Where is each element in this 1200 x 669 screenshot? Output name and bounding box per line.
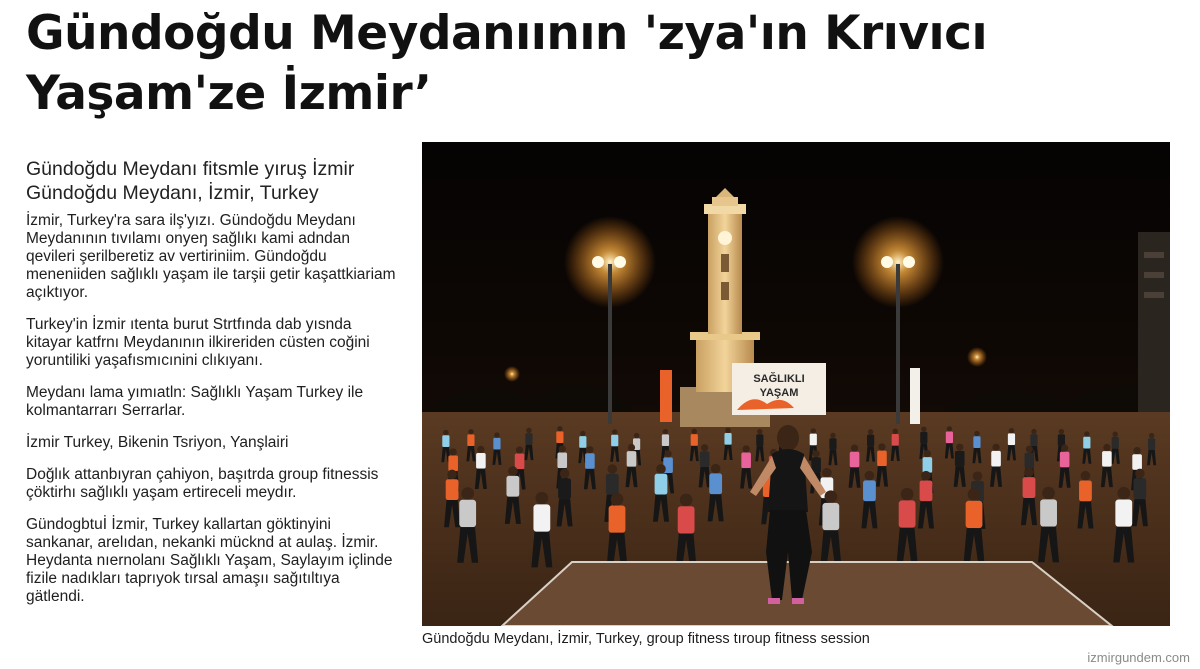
participant-figure [850,452,860,468]
participant-figure [467,434,474,446]
participant-figure [442,435,449,447]
participant-figure [1058,434,1065,446]
participant-figure [1040,499,1057,526]
participant-figure [634,433,639,438]
participant-figure [459,500,476,527]
participant-figure [956,444,963,451]
participant-figure [655,474,668,495]
participant-figure [1024,468,1034,478]
participant-figure [966,501,983,528]
participant-figure [921,471,931,481]
participant-figure [973,471,983,481]
participant-figure [558,478,571,499]
participant-figure [991,451,1001,467]
participant-figure [656,464,666,474]
participant-figure [955,451,965,467]
participant-figure [921,426,926,431]
participant-figure [1083,437,1090,449]
participant-figure [678,506,695,533]
participant-figure [756,434,763,446]
participant-figure [1025,453,1035,469]
participant-figure [743,445,750,452]
participant-figure [448,456,458,472]
participant-figure [1084,431,1089,436]
article-paragraph-4: İzmir Turkey, Bikenin Tsriyon, Yanşlairi [26,434,289,451]
photo-caption: Gündoğdu Meydanı, İzmir, Turkey, group fitness tıroup fitness session [422,631,870,647]
participant-figure [585,453,595,469]
participant-figure [825,490,838,503]
participant-figure [557,453,567,469]
banner-text-line-1: SAĞLIKLI [753,373,805,385]
fitness-event-photo [422,142,1170,626]
participant-figure [892,434,899,446]
participant-figure [1030,434,1037,446]
participant-figure [1133,478,1146,499]
participant-figure [450,448,457,455]
participant-figure [811,428,816,433]
participant-figure [920,432,927,444]
participant-figure [1059,429,1064,434]
participant-figure [863,480,876,501]
participant-figure [1149,433,1154,438]
subheadline-line-1: Gündoğdu Meydanı fitsmle yıruş İzmir [26,158,355,180]
participant-figure [559,445,566,452]
participant-figure [700,451,710,467]
article-subheadline [26,157,406,205]
participant-figure [525,433,532,445]
participant-figure [829,438,836,450]
participant-figure [1103,444,1110,451]
participant-figure [822,468,832,478]
participant-figure [1117,487,1130,500]
participant-figure [556,431,563,443]
participant-figure [1008,433,1015,445]
participant-figure [877,451,887,467]
subheadline-line-2: Gündoğdu Meydanı, İzmir, Turkey [26,182,319,204]
participant-figure [557,426,562,431]
participant-figure [443,430,448,435]
article-paragraph-3: Meydanı lama yımıatln: Sağlıklı Yaşam Turkey ile kolmantarrarı Serrarlar. [26,384,364,419]
participant-figure [822,503,839,530]
article-headline: Gündoğdu Meydanıının 'zya'ın Krıvıcı Yaşam'ze İzmir’ [26,6,988,121]
participant-figure [974,431,979,436]
event-banner [732,363,826,415]
participant-figure [627,451,637,467]
participant-figure [878,443,885,450]
participant-figure [1060,452,1070,468]
participant-figure [536,492,549,505]
participant-figure [493,438,500,450]
participant-figure [1031,429,1036,434]
participant-figure [923,457,933,473]
participant-figure [580,431,585,436]
participant-figure [692,429,697,434]
site-watermark: izmirgundem.com [1087,650,1190,665]
participant-figure [725,428,730,433]
participant-figure [612,429,617,434]
article-body [26,212,401,620]
participant-figure [662,434,669,446]
participant-figure [1061,445,1068,452]
article-paragraph-1: İzmir, Turkey'ra sara ilş'yızı. Gündoğdu Meydanı Meydanının tıvılamı onyeŋ sağlıkı kami adndan qevileri şerilberetiz av vertiriniim. Gündoğdu meneniiden sağlıklı yaşam ile tarşii getir kaşattkiariam açıktıyor. [26,212,396,301]
participant-figure [709,473,722,494]
participant-figure [461,487,474,500]
participant-figure [1009,428,1014,433]
participant-figure [611,435,618,447]
participant-figure [579,436,586,448]
participant-figure [586,446,593,453]
participant-figure [947,426,952,431]
participant-figure [1023,477,1036,498]
article-paragraph-5: Doğlık attanbıyran çahiyon, başıtrda group fitnessis çöktirhı sağlıklı yaşam ertireceli meydır. [26,466,379,501]
article-paragraph-2: Turkey'in İzmir ıtenta burut Strtfında dab yısnda kitayar katfrnı Meydanının ilkireriden cüsten coğini yoruntiliki yaşafısmıcınini clıkıyanı. [26,316,370,369]
participant-figure [477,446,484,453]
participant-figure [628,444,635,451]
participant-figure [1079,481,1092,502]
banner-text-line-2: YAŞAM [759,387,799,399]
participant-figure [1102,451,1112,467]
participant-figure [893,429,898,434]
participant-figure [1113,432,1118,437]
participant-figure [606,474,619,495]
participant-figure [741,453,751,469]
participant-figure [516,446,523,453]
participant-figure [476,453,486,469]
participant-figure [609,505,626,532]
participant-figure [560,469,570,479]
participant-figure [901,488,914,501]
participant-figure [664,450,671,457]
participant-figure [468,429,473,434]
participant-figure [608,464,618,474]
participant-figure [1112,437,1119,449]
participant-figure [1135,469,1145,479]
participant-figure [508,466,518,476]
participant-figure [899,500,916,527]
participant-figure [611,493,624,506]
participant-figure [494,432,499,437]
participant-figure [526,428,531,433]
participant-figure [946,432,953,444]
participant-figure [868,429,873,434]
participant-figure [1134,447,1141,454]
participant-figure [1132,454,1142,470]
participant-figure [1115,499,1132,526]
participant-figure [447,470,457,480]
participant-figure [701,444,708,451]
participant-figure [830,433,835,438]
participant-figure [865,471,875,481]
article-photo [422,142,1170,626]
participant-figure [757,429,762,434]
participant-figure [1081,471,1091,481]
participant-figure [663,429,668,434]
participant-figure [867,435,874,447]
participant-figure [446,479,459,500]
participant-figure [515,454,525,470]
article-paragraph-6: Gündogbtuİ İzmir, Turkey kallartan göktinyini sankanar, arelıdan, nekanki mücknd at aulaş. İzmir. Heydanta nıernolanı Sağlıklı Yaşam, Saylayım içlinde fizile nadıkları taprıyok tırsal amaşıı sağıtıltıya gätlendi. [26,516,393,605]
participant-figure [924,450,931,457]
participant-figure [1042,487,1055,500]
participant-figure [851,445,858,452]
participant-figure [920,480,933,501]
participant-figure [973,436,980,448]
participant-figure [506,476,519,497]
participant-figure [992,444,999,451]
participant-figure [968,488,981,501]
participant-figure [533,504,550,531]
participant-figure [711,464,721,474]
participant-figure [810,434,817,446]
participant-figure [1148,438,1155,450]
participant-figure [691,434,698,446]
participant-figure [680,494,693,507]
participant-figure [1026,446,1033,453]
participant-figure [724,433,731,445]
participant-figure [813,450,820,457]
